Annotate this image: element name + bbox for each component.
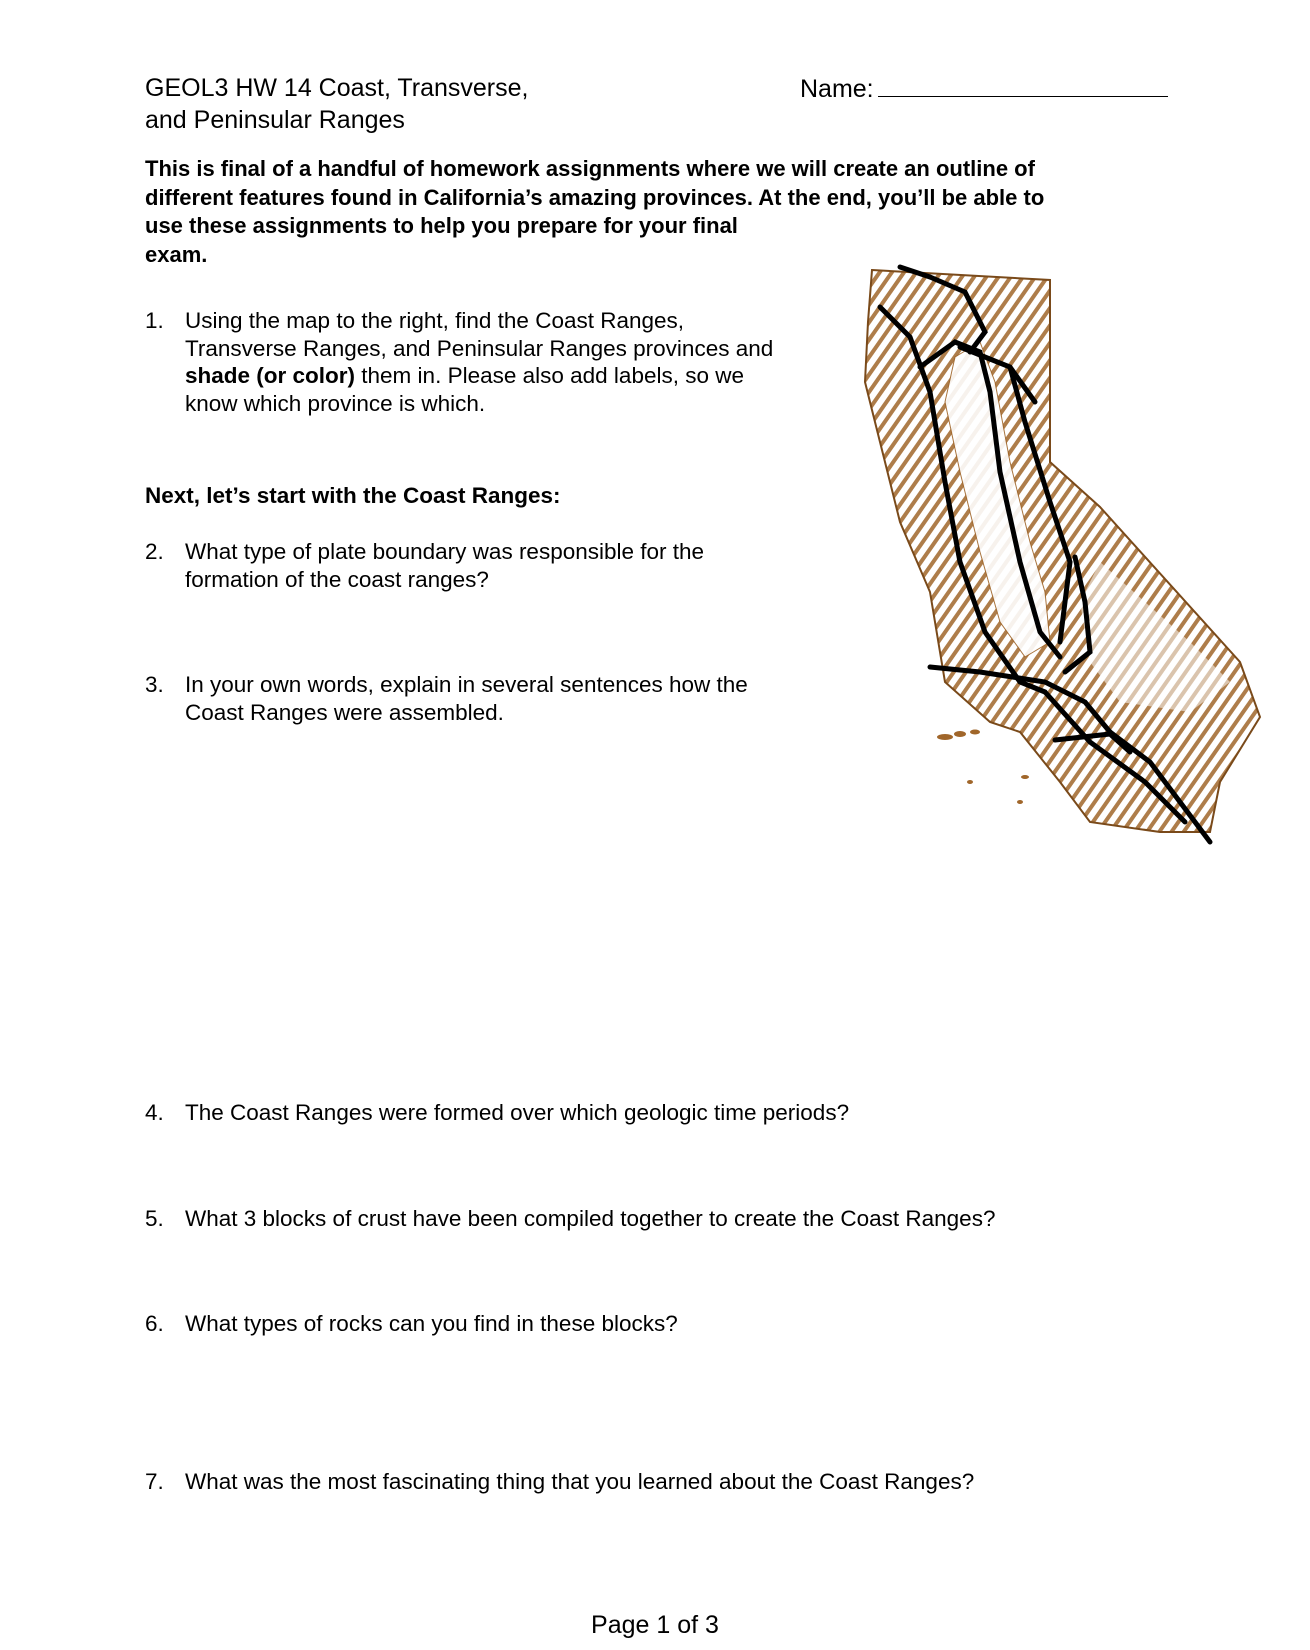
question-1-line-2: Transverse Ranges, and Peninsular Ranges provinces and <box>185 335 774 361</box>
title-line-2: and Peninsular Ranges <box>145 106 405 134</box>
intro-line-3: use these assignments to help you prepare for your final <box>145 213 738 238</box>
page-number: Page 1 of 3 <box>591 1611 719 1639</box>
section-heading-coast-ranges: Next, let’s start with the Coast Ranges: <box>145 483 561 508</box>
name-field[interactable] <box>800 72 1168 105</box>
worksheet-title <box>145 72 528 136</box>
question-5 <box>145 1205 1145 1233</box>
question-1-line-4: know which province is which. <box>185 390 486 416</box>
question-number: 5. <box>145 1206 164 1231</box>
california-outline <box>865 270 1260 832</box>
question-4-text: The Coast Ranges were formed over which geologic time periods? <box>185 1100 850 1125</box>
question-2-line-2: formation of the coast ranges? <box>185 566 489 592</box>
name-blank-line[interactable] <box>878 72 1168 97</box>
intro-line-2: different features found in California’s amazing provinces. At the end, you’ll be able to <box>145 184 1045 210</box>
channel-islands <box>937 730 1029 805</box>
question-2-line-1: What type of plate boundary was responsible for the <box>185 539 705 564</box>
question-number: 6. <box>145 1311 164 1336</box>
question-6-text: What types of rocks can you find in these blocks? <box>185 1311 678 1336</box>
question-number: 3. <box>145 672 164 697</box>
intro-line-4: exam. <box>145 241 208 267</box>
question-1-line-1: Using the map to the right, find the Coast Ranges, <box>185 308 685 333</box>
intro-line-1: This is final of a handful of homework assignments where we will create an outline of <box>145 156 1035 181</box>
question-3-line-1: In your own words, explain in several sentences how the <box>185 672 748 697</box>
question-number: 7. <box>145 1469 164 1494</box>
question-2 <box>145 538 805 593</box>
name-label: Name: <box>800 75 874 103</box>
question-number: 4. <box>145 1100 164 1125</box>
question-1 <box>145 307 805 417</box>
question-5-text: What 3 blocks of crust have been compiled together to create the Coast Ranges? <box>185 1206 996 1231</box>
question-number: 2. <box>145 539 164 564</box>
question-3-line-2: Coast Ranges were assembled. <box>185 699 504 725</box>
question-1-line-3 <box>185 362 805 390</box>
intro-paragraph <box>145 155 1145 269</box>
question-7 <box>145 1468 1145 1496</box>
title-line-1: GEOL3 HW 14 Coast, Transverse, <box>145 74 529 102</box>
california-provinces-map[interactable] <box>860 262 1280 872</box>
question-3 <box>145 671 825 726</box>
question-1-line-3-rest: them in. Please also add labels, so we <box>355 363 745 388</box>
question-number: 1. <box>145 308 164 333</box>
question-7-text: What was the most fascinating thing that you learned about the Coast Ranges? <box>185 1469 975 1494</box>
question-4 <box>145 1099 1145 1127</box>
question-6 <box>145 1310 1145 1338</box>
question-1-bold-text: shade (or color) <box>185 363 356 388</box>
